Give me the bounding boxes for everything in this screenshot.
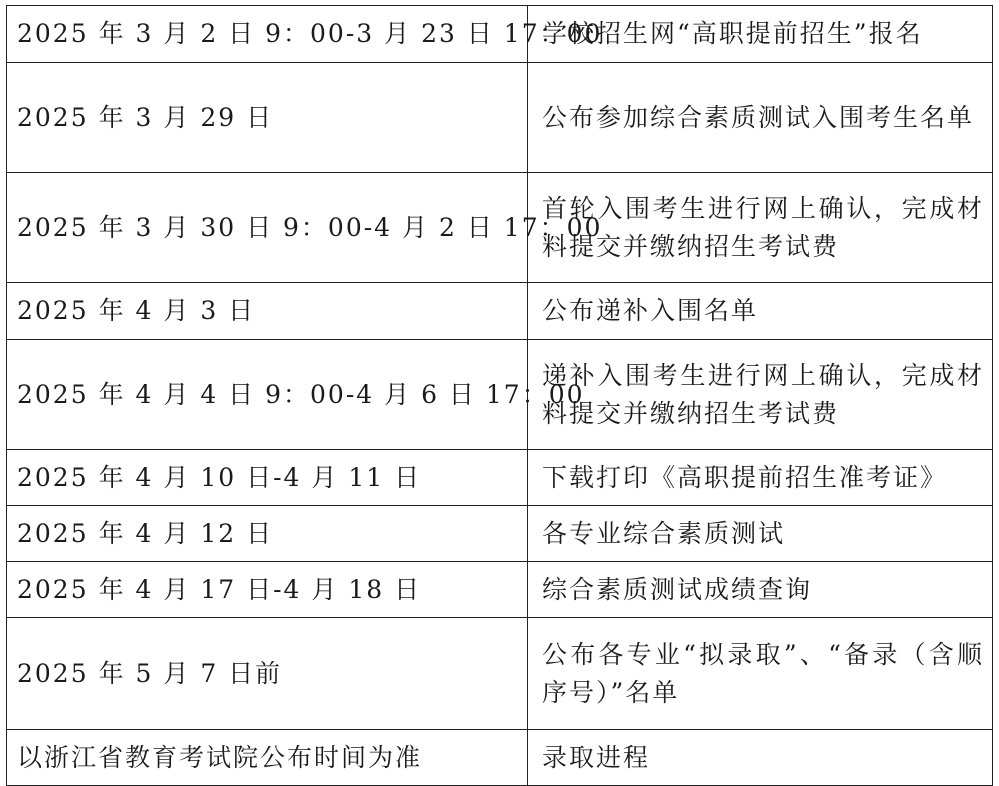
table-row — [7, 63, 993, 173]
event-cell: 各专业综合素质测试 — [528, 506, 993, 562]
time-cell: 2025 年 4 月 4 日 9：00-4 月 6 日 17：00 — [7, 340, 528, 450]
event-cell: 下载打印《高职提前招生准考证》 — [528, 450, 993, 506]
time-cell: 2025 年 4 月 12 日 — [7, 506, 528, 562]
admission-schedule-table — [6, 5, 993, 786]
table-row — [7, 6, 993, 63]
table-row — [7, 450, 993, 506]
event-cell: 公布各专业“拟录取”、“备录（含顺序号）”名单 — [528, 618, 993, 730]
event-cell: 综合素质测试成绩查询 — [528, 562, 993, 618]
time-cell: 2025 年 3 月 29 日 — [7, 63, 528, 173]
table-row — [7, 562, 993, 618]
event-cell: 录取进程 — [528, 730, 993, 786]
time-cell: 2025 年 4 月 3 日 — [7, 283, 528, 340]
table-row — [7, 506, 993, 562]
table-row — [7, 730, 993, 786]
time-cell: 2025 年 3 月 2 日 9：00-3 月 23 日 17：00 — [7, 6, 528, 63]
table-row — [7, 173, 993, 283]
time-cell: 以浙江省教育考试院公布时间为准 — [7, 730, 528, 786]
table-row — [7, 618, 993, 730]
event-cell: 公布递补入围名单 — [528, 283, 993, 340]
time-cell: 2025 年 5 月 7 日前 — [7, 618, 528, 730]
event-cell: 递补入围考生进行网上确认，完成材料提交并缴纳招生考试费 — [528, 340, 993, 450]
time-cell: 2025 年 3 月 30 日 9：00-4 月 2 日 17：00 — [7, 173, 528, 283]
time-cell: 2025 年 4 月 10 日-4 月 11 日 — [7, 450, 528, 506]
event-cell: 公布参加综合素质测试入围考生名单 — [528, 63, 993, 173]
table-row — [7, 340, 993, 450]
time-cell: 2025 年 4 月 17 日-4 月 18 日 — [7, 562, 528, 618]
event-cell: 学校招生网“高职提前招生”报名 — [528, 6, 993, 63]
event-cell: 首轮入围考生进行网上确认，完成材料提交并缴纳招生考试费 — [528, 173, 993, 283]
table-row — [7, 283, 993, 340]
